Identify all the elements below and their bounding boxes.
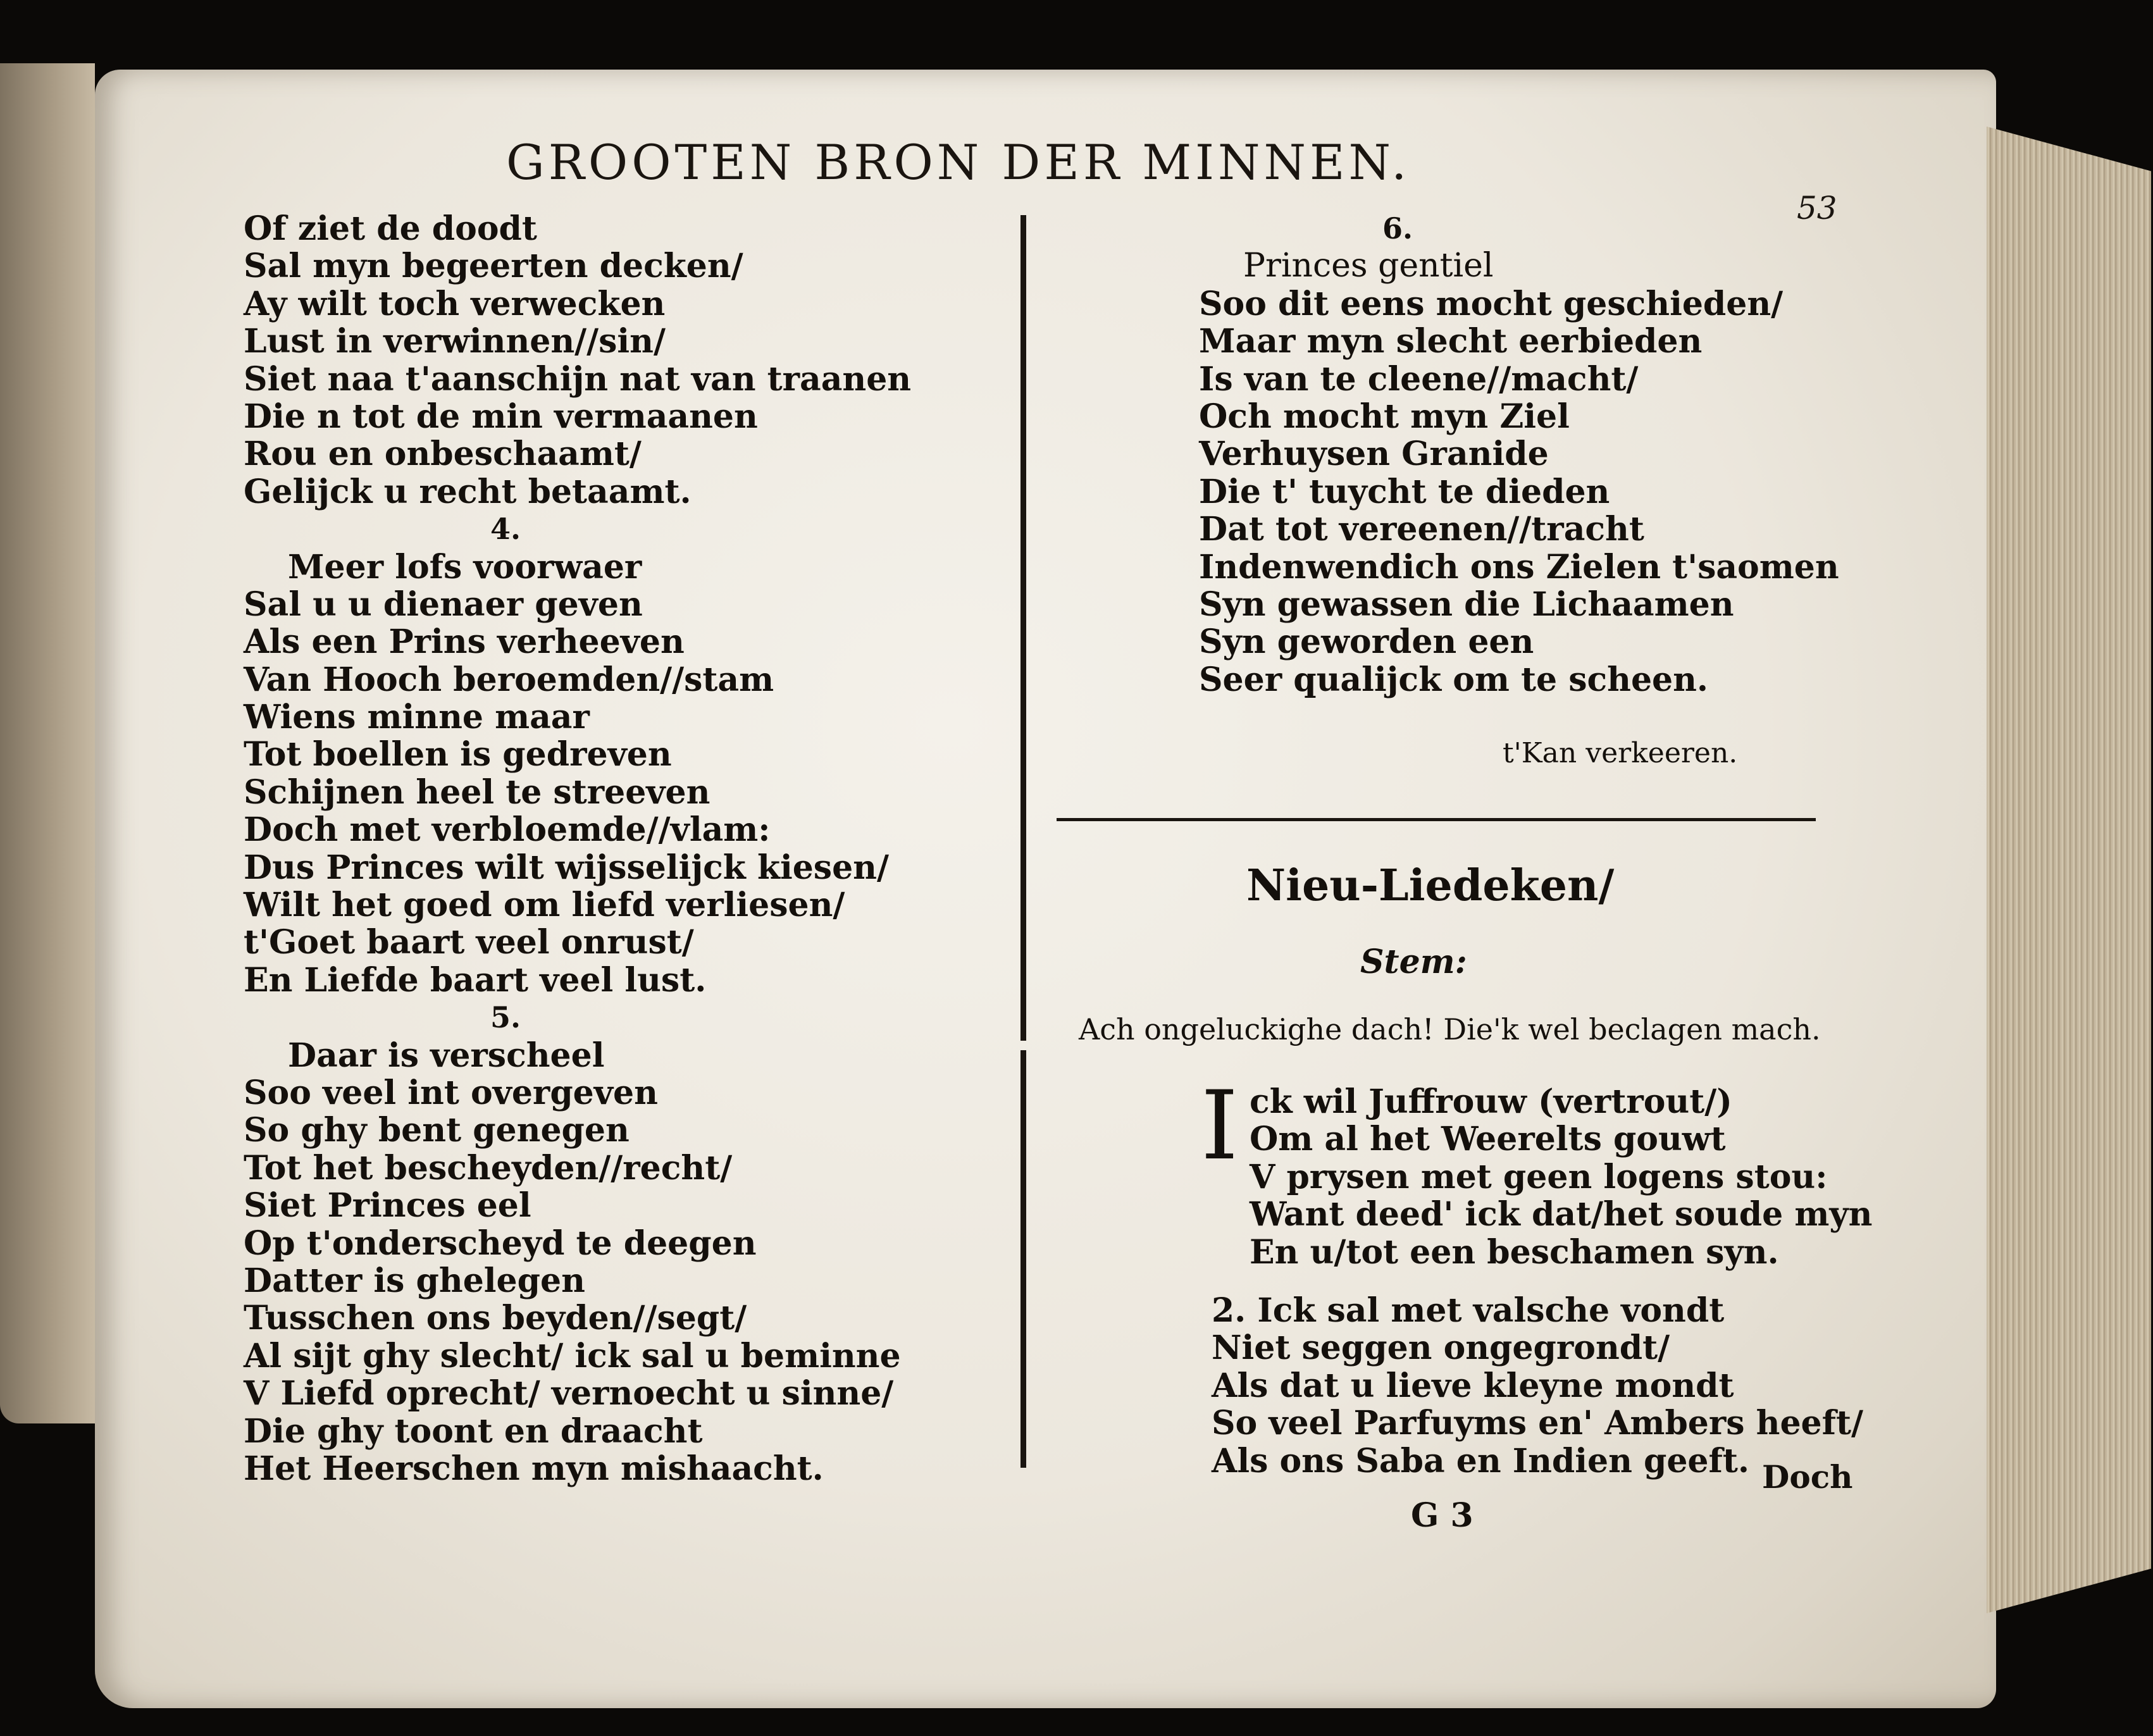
drop-cap: I <box>1201 1071 1239 1181</box>
verse-line: Die n tot de min vermaanen <box>244 397 758 436</box>
verse-line: Wilt het goed om liefd verliesen/ <box>244 886 845 925</box>
running-header: GROOTEN BRON DER MINNEN. <box>506 134 1411 190</box>
verse-line: Op t'onderscheyd te deegen <box>244 1224 757 1263</box>
verse-line: Syn geworden een <box>1199 623 1534 662</box>
verse-line: Dus Princes wilt wijsselijck kiesen/ <box>244 848 889 887</box>
verse-line: En u/tot een beschamen syn. <box>1250 1232 1779 1272</box>
verse-line: Verhuysen Granide <box>1199 435 1549 474</box>
signature-mark: G 3 <box>1411 1496 1474 1535</box>
column-divider-lower <box>1021 1050 1026 1468</box>
verse-line: Doch met verbloemde//vlam: <box>244 810 771 850</box>
page-number: 53 <box>1797 190 1837 226</box>
right-column-upper <box>1199 210 1839 698</box>
verse-line: 2. Ick sal met valsche vondt <box>1212 1291 1725 1330</box>
verse-line: V Liefd oprecht/ vernoecht u sinne/ <box>244 1374 894 1413</box>
verse-line: Dat tot vereenen//tracht <box>1199 510 1644 549</box>
verse-line: Princes gentiel <box>1243 247 1494 285</box>
verse-line: Sal u u dienaer geven <box>244 585 643 624</box>
verse-line: Meer lofs voorwaer <box>288 547 642 586</box>
verse-line: So veel Parfuyms en' Ambers heeft/ <box>1212 1404 1864 1443</box>
song-stanza-2 <box>1212 1292 1863 1480</box>
previous-page-edge <box>0 63 95 1423</box>
verse-line: Datter is ghelegen <box>244 1261 585 1300</box>
closing-motto: t'Kan verkeeren. <box>1503 737 1738 769</box>
verse-line: Sal myn begeerten decken/ <box>244 247 743 286</box>
verse-line: Die t' tuycht te dieden <box>1199 472 1610 511</box>
catchword: Doch <box>1762 1458 1853 1496</box>
tune-name: Ach ongeluckighe dach! Die'k wel beclagen mach. <box>1079 1012 1821 1046</box>
verse-line: So ghy bent genegen <box>244 1111 630 1150</box>
verse-line: Seer qualijck om te scheen. <box>1199 660 1709 699</box>
verse-line: Of ziet de doodt <box>244 209 537 248</box>
page-block-edge <box>1987 127 2151 1613</box>
verse-line: Als dat u lieve kleyne mondt <box>1212 1366 1734 1405</box>
verse-line: Tot boellen is gedreven <box>244 735 672 774</box>
tune-label: Stem: <box>1360 943 1467 981</box>
verse-line: Niet seggen ongegrondt/ <box>1212 1329 1670 1368</box>
verse-line: Het Heerschen myn mishaacht. <box>244 1449 824 1488</box>
verse-line: Gelijck u recht betaamt. <box>244 472 692 511</box>
verse-line: Soo dit eens mocht geschieden/ <box>1199 284 1784 323</box>
verse-line: V prysen met geen logens stou: <box>1250 1157 1828 1196</box>
verse-line: Van Hooch beroemden//stam <box>244 660 774 699</box>
column-divider-upper <box>1021 215 1026 1041</box>
verse-line: Als ons Saba en Indien geeft. <box>1212 1441 1750 1480</box>
verse-line: Schijnen heel te streeven <box>244 772 710 812</box>
stanza-number: 5. <box>490 1000 521 1035</box>
verse-line: t'Goet baart veel onrust/ <box>244 923 694 962</box>
verse-line: Soo veel int overgeven <box>244 1073 658 1112</box>
verse-line: Ay wilt toch verwecken <box>244 284 666 323</box>
verse-line: Indenwendich ons Zielen t'saomen <box>1199 547 1839 586</box>
song-stanza-1 <box>1250 1083 1872 1271</box>
verse-line: Om al het Weerelts gouwt <box>1250 1120 1726 1159</box>
verse-line: Maar myn slecht eerbieden <box>1199 322 1703 361</box>
verse-line: Siet Princes eel <box>244 1186 531 1225</box>
verse-line: Als een Prins verheeven <box>244 623 685 662</box>
stanza-number: 6. <box>1382 211 1413 245</box>
verse-line: Tusschen ons beyden//segt/ <box>244 1299 747 1338</box>
verse-line: Daar is verscheel <box>288 1036 605 1075</box>
stanza-number: 4. <box>490 512 521 547</box>
verse-line: Wiens minne maar <box>244 698 590 737</box>
song-title: Nieu-Liedeken/ <box>1246 860 1615 911</box>
verse-line: En Liefde baart veel lust. <box>244 960 707 1000</box>
verse-line: Och mocht myn Ziel <box>1199 397 1570 436</box>
section-divider <box>1057 818 1816 821</box>
verse-line: ck wil Juffrouw (vertrout/) <box>1250 1082 1732 1121</box>
left-column <box>244 210 911 1487</box>
verse-line: Siet naa t'aanschijn nat van traanen <box>244 359 912 399</box>
verse-line: Die ghy toont en draacht <box>244 1411 703 1451</box>
verse-line: Lust in verwinnen//sin/ <box>244 322 666 361</box>
verse-line: Syn gewassen die Lichaamen <box>1199 585 1734 624</box>
verse-line: Rou en onbeschaamt/ <box>244 435 642 474</box>
verse-line: Tot het bescheyden//recht/ <box>244 1148 733 1187</box>
verse-line: Al sijt ghy slecht/ ick sal u beminne <box>244 1336 901 1375</box>
verse-line: Want deed' ick dat/het soude myn <box>1250 1195 1873 1234</box>
verse-line: Is van te cleene//macht/ <box>1199 359 1639 399</box>
